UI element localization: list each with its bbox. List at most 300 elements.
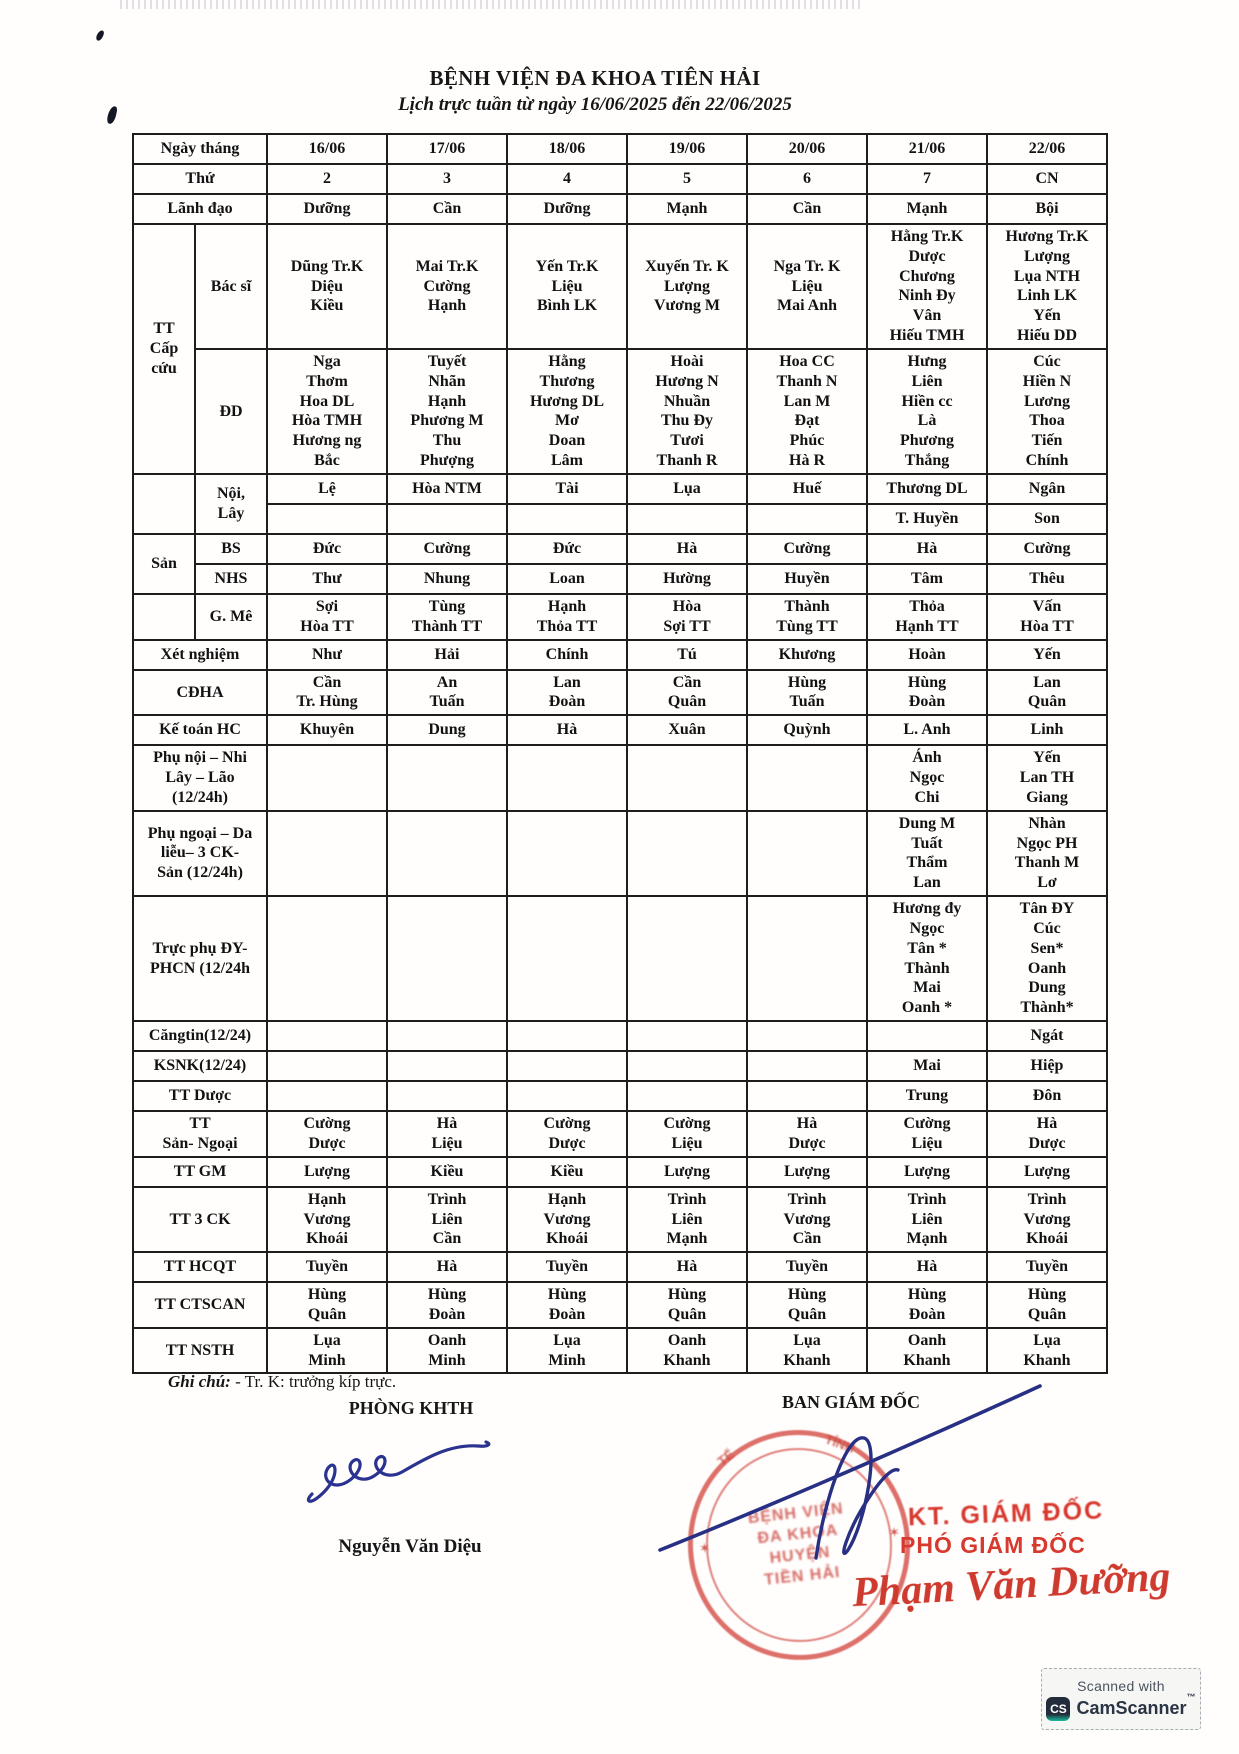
cell-line: Hiền N (1022, 372, 1072, 390)
cell-line: Lượng (663, 1162, 711, 1180)
stamped-role-line: PHÓ GIÁM ĐỐC (900, 1532, 1086, 1558)
schedule-cell (507, 474, 627, 504)
schedule-cell (387, 224, 507, 349)
cell-line: Vương M (653, 297, 720, 315)
schedule-cell (987, 1051, 1107, 1081)
cell-line: Liệu (791, 277, 823, 295)
footnote (168, 1372, 396, 1392)
cell-line: Oanh (667, 1331, 707, 1349)
table-row (133, 745, 1107, 810)
table-row (133, 1252, 1107, 1282)
cell-line: Cường (423, 540, 471, 558)
schedule-cell (627, 534, 747, 564)
cell-line: Hòa NTM (412, 480, 482, 498)
table-row (133, 1157, 1107, 1187)
schedule-cell (267, 1328, 387, 1374)
schedule-cell (267, 474, 387, 504)
schedule-cell (747, 1081, 867, 1111)
cell-line: Lụa NTH (1013, 267, 1081, 285)
cell-line: Hải (434, 645, 460, 663)
cell-line: Hoàn (908, 645, 946, 663)
scan-artifact (95, 29, 105, 41)
cell-line: Bình LK (536, 297, 598, 315)
table-row (133, 1111, 1107, 1157)
schedule-cell (387, 1051, 507, 1081)
schedule-cell (747, 1051, 867, 1081)
schedule-cell (987, 194, 1107, 224)
cell-line: Cường (543, 1115, 591, 1133)
cell-line: Yến (1033, 749, 1061, 767)
row-label-cell (133, 1021, 267, 1051)
schedule-cell (267, 896, 387, 1021)
schedule-cell (627, 811, 747, 896)
cell-line: Kế toán HC (159, 721, 241, 739)
cell-line: Thành (904, 959, 950, 977)
cell-line: Cường (903, 1115, 951, 1133)
cell-line: Hùng (1027, 1286, 1067, 1304)
schedule-cell (507, 164, 627, 194)
cell-line: Hùng (907, 673, 947, 691)
schedule-cell (747, 670, 867, 716)
table-row (133, 504, 1107, 534)
schedule-cell (747, 504, 867, 534)
row-label-cell (133, 1252, 267, 1282)
schedule-cell (627, 1111, 747, 1157)
cell-line: Lụa (673, 480, 701, 498)
cell-line: Thanh M (1014, 854, 1080, 872)
schedule-cell (867, 1021, 987, 1051)
cell-line: (12/24h) (172, 788, 228, 806)
schedule-cell (987, 564, 1107, 594)
schedule-cell (507, 670, 627, 716)
cell-line: Hòa TT (300, 617, 354, 635)
cell-line: Hằng Tr.K (890, 228, 964, 245)
schedule-cell (747, 194, 867, 224)
cell-line: Hà (436, 1115, 458, 1133)
cell-line: Đức (552, 540, 582, 558)
cell-line: Ninh Đy (898, 287, 956, 305)
cell-line: Hòa (672, 597, 702, 615)
cell-line: Tuyền (785, 1258, 829, 1276)
cell-line: Mai (913, 1057, 941, 1075)
cell-line: Lượng (663, 277, 711, 295)
cell-line: TT NSTH (165, 1341, 235, 1359)
cell-line: Khoái (306, 1230, 348, 1248)
cell-line: Nhàn (1028, 814, 1066, 832)
schedule-cell (507, 896, 627, 1021)
cell-line: Quân (667, 693, 707, 711)
schedule-cell (867, 670, 987, 716)
schedule-cell (867, 1187, 987, 1252)
schedule-cell (507, 811, 627, 896)
schedule-cell (627, 594, 747, 640)
schedule-cell (747, 474, 867, 504)
cell-line: Tân * (907, 939, 947, 957)
schedule-cell (387, 1081, 507, 1111)
schedule-cell (387, 1252, 507, 1282)
cell-line: Vân (912, 307, 942, 325)
cell-line: Dược (908, 247, 946, 265)
cell-line: Quỳnh (783, 721, 831, 739)
cell-line: Lơ (1037, 874, 1057, 892)
schedule-cell (987, 504, 1107, 534)
cell-line: Liệu (551, 277, 583, 295)
schedule-cell (267, 1252, 387, 1282)
schedule-cell (867, 224, 987, 349)
cell-line: Nhuần (663, 392, 711, 410)
row-label-cell (133, 1111, 267, 1157)
cell-line: NHS (214, 570, 248, 588)
cell-line: Lụa (553, 1331, 581, 1349)
schedule-cell (867, 164, 987, 194)
schedule-cell (627, 670, 747, 716)
schedule-cell (867, 1051, 987, 1081)
cell-line: Lệ (318, 480, 336, 498)
schedule-cell (627, 349, 747, 474)
cell-line: Đoàn (908, 693, 946, 711)
schedule-cell (507, 1021, 627, 1051)
cell-line: Thành* (1020, 999, 1074, 1017)
cell-line: Tuất (911, 834, 943, 852)
cell-line: Tiến (1031, 432, 1063, 450)
cell-line: Ngọc (909, 769, 945, 787)
row-label-cell (133, 1051, 267, 1081)
cell-line: CN (1035, 170, 1059, 188)
cell-line: Lan M (783, 392, 831, 410)
schedule-cell (627, 134, 747, 164)
schedule-cell (867, 564, 987, 594)
cell-line: Liệu (911, 1134, 943, 1152)
schedule-cell (507, 1081, 627, 1111)
duty-schedule-table (132, 133, 1108, 1374)
cell-line: Dung (428, 721, 466, 739)
cell-line: 2 (323, 170, 331, 188)
schedule-cell (507, 1328, 627, 1374)
schedule-cell (867, 1081, 987, 1111)
schedule-cell (867, 474, 987, 504)
cell-line: Nhung (423, 570, 471, 588)
schedule-cell (867, 194, 987, 224)
schedule-cell (747, 1328, 867, 1374)
cell-line: Thành (784, 597, 830, 615)
schedule-cell (507, 640, 627, 670)
scanner-badge-text: Scanned with (1077, 1677, 1165, 1694)
cell-line: Dược (788, 1134, 826, 1152)
schedule-cell (987, 1328, 1107, 1374)
cell-line: 22/06 (1028, 140, 1066, 158)
schedule-cell (987, 896, 1107, 1021)
schedule-cell (747, 534, 867, 564)
cell-line: Phương M (410, 412, 484, 430)
schedule-cell (987, 1157, 1107, 1187)
cell-line: Tuyết (427, 352, 467, 370)
schedule-cell (627, 1081, 747, 1111)
cell-line: Hiếu DD (1017, 327, 1077, 345)
cell-line: Mạnh (666, 200, 708, 218)
cell-line: Thành TT (411, 617, 483, 635)
stamp-line: HUYỆN (768, 1543, 832, 1567)
cell-line: 17/06 (428, 140, 466, 158)
cell-line: Quân (307, 1305, 347, 1323)
cell-line: Thỏa (909, 597, 945, 615)
row-label-cell (133, 1081, 267, 1111)
cell-line: Ngọc PH (1016, 834, 1078, 852)
cell-line: Hương đy (892, 900, 962, 918)
row-label-cell (133, 670, 267, 716)
table-row (133, 1051, 1107, 1081)
schedule-cell (267, 811, 387, 896)
schedule-cell (867, 1282, 987, 1328)
cell-line: Dược (548, 1134, 586, 1152)
schedule-cell (627, 1021, 747, 1051)
cell-line: Hà (796, 1115, 818, 1133)
cell-line: Thêu (1029, 570, 1065, 588)
schedule-cell (867, 534, 987, 564)
schedule-cell (387, 349, 507, 474)
cell-line: Lan TH (1019, 769, 1075, 787)
cell-line: Vương (783, 1210, 831, 1228)
cell-line: Lãnh đạo (167, 200, 233, 218)
schedule-cell (627, 1187, 747, 1252)
schedule-cell (267, 1051, 387, 1081)
schedule-cell (387, 811, 507, 896)
schedule-cell (747, 134, 867, 164)
stamp-star-icon: ✶ (698, 1541, 712, 1558)
right-signature-title: BAN GIÁM ĐỐC (782, 1392, 920, 1412)
cell-line: TT HCQT (163, 1258, 237, 1276)
cell-line: Khương (778, 645, 836, 663)
cell-line: Bắc (314, 452, 340, 470)
row-label-cell (133, 1328, 267, 1374)
stamp-ring-word: TẾ (714, 1446, 737, 1469)
cell-line: Yến Tr.K (535, 257, 599, 275)
table-row (133, 349, 1107, 474)
schedule-cell (387, 896, 507, 1021)
schedule-cell (747, 164, 867, 194)
cell-line: Minh (548, 1351, 586, 1369)
cell-line: Hoa CC (779, 352, 835, 370)
schedule-cell (987, 534, 1107, 564)
schedule-cell (387, 534, 507, 564)
schedule-cell (867, 745, 987, 810)
cell-line: Huế (792, 480, 822, 498)
cell-line: Oanh (427, 1331, 467, 1349)
schedule-cell (867, 1328, 987, 1374)
schedule-cell (987, 474, 1107, 504)
schedule-cell (507, 224, 627, 349)
schedule-cell (507, 594, 627, 640)
cell-line: Trình (907, 1190, 947, 1208)
scanner-brand-name: CamScanner™ (1076, 1692, 1196, 1718)
cell-line: Dũng Tr.K (290, 257, 364, 275)
cell-line: Minh (308, 1351, 346, 1369)
cell-line: T. Huyền (895, 510, 959, 528)
table-row (133, 194, 1107, 224)
schedule-cell (627, 1282, 747, 1328)
cell-line: Hùng (667, 1286, 707, 1304)
cell-line: Hạnh (427, 392, 467, 410)
schedule-cell (867, 504, 987, 534)
cell-line: Cường (303, 1115, 351, 1133)
cell-line: TT (189, 1115, 211, 1133)
cell-line: Yến (1033, 307, 1061, 325)
schedule-cell (627, 504, 747, 534)
cell-line: Lây (217, 504, 245, 522)
schedule-cell (747, 640, 867, 670)
schedule-cell (987, 134, 1107, 164)
cell-line: Thu Đy (660, 412, 714, 430)
cell-line: Thanh R (656, 452, 718, 470)
schedule-cell (387, 640, 507, 670)
schedule-cell (627, 1051, 747, 1081)
footnote-prefix: Ghi chú: (168, 1372, 231, 1391)
schedule-cell (627, 1157, 747, 1187)
cell-line: Đôn (1032, 1087, 1062, 1105)
cell-line: Trình (787, 1190, 827, 1208)
cell-line: Hoài (670, 352, 704, 370)
row-label-cell (133, 1282, 267, 1328)
cell-line: Quân (1027, 693, 1067, 711)
cell-line: Tươi (670, 432, 704, 450)
schedule-cell (867, 640, 987, 670)
cell-line: Oanh * (901, 999, 953, 1017)
cell-line: Giang (1026, 788, 1068, 806)
row-label-cell (133, 745, 267, 810)
schedule-cell (987, 349, 1107, 474)
schedule-cell (987, 745, 1107, 810)
cell-line: Lượng (903, 1162, 951, 1180)
row-label-cell (195, 564, 267, 594)
cell-line: Dung M (898, 814, 956, 832)
schedule-cell (507, 745, 627, 810)
schedule-cell (267, 134, 387, 164)
cell-line: Cần (432, 1230, 462, 1248)
cell-line: Cấp (149, 340, 179, 358)
cell-line: Hùng (547, 1286, 587, 1304)
schedule-cell (867, 1111, 987, 1157)
cell-line: Thơm (306, 372, 348, 390)
cell-line: Hà (436, 1258, 458, 1276)
cell-line: cứu (151, 359, 177, 377)
cell-line: Hà (676, 1258, 698, 1276)
schedule-cell (747, 745, 867, 810)
schedule-cell (387, 564, 507, 594)
cell-line: Vấn (1032, 597, 1062, 615)
schedule-cell (267, 1157, 387, 1187)
schedule-cell (387, 715, 507, 745)
cell-line: Vương (303, 1210, 351, 1228)
stamp-line: BỆNH VIỆN (746, 1499, 845, 1527)
schedule-cell (387, 504, 507, 534)
schedule-cell (987, 1282, 1107, 1328)
schedule-cell (987, 1021, 1107, 1051)
row-label-cell (133, 224, 195, 474)
schedule-cell (747, 1157, 867, 1187)
schedule-cell (387, 670, 507, 716)
cell-line: Mai (913, 979, 941, 997)
cell-line: 5 (683, 170, 691, 188)
schedule-cell (747, 349, 867, 474)
table-row (133, 474, 1107, 504)
cell-line: Liên (431, 1210, 463, 1228)
cell-line: Hường (663, 570, 711, 588)
cell-line: Lâm (551, 452, 583, 470)
cell-line: Ngát (1030, 1027, 1064, 1045)
schedule-cell (627, 745, 747, 810)
cell-line: Hòa TT (1020, 617, 1074, 635)
cell-line: Như (311, 645, 343, 663)
schedule-cell (747, 715, 867, 745)
schedule-cell (387, 1021, 507, 1051)
cell-line: Mạnh (906, 200, 948, 218)
cell-line: Tâm (911, 570, 943, 588)
schedule-cell (627, 194, 747, 224)
table-row (133, 1282, 1107, 1328)
cell-line: TT GM (173, 1162, 227, 1180)
schedule-cell (747, 1187, 867, 1252)
table-row (133, 564, 1107, 594)
schedule-cell (267, 594, 387, 640)
schedule-cell (867, 349, 987, 474)
cell-line: Ngân (1028, 480, 1066, 498)
cell-line: Hiệp (1030, 1057, 1064, 1075)
cell-line: Nga Tr. K (773, 257, 841, 275)
cell-line: Tuyền (545, 1258, 589, 1276)
schedule-cell (627, 1252, 747, 1282)
cell-line: Cần (792, 1230, 822, 1248)
cell-line: Quân (787, 1305, 827, 1323)
schedule-cell (507, 1157, 627, 1187)
cell-line: Dược (1028, 1134, 1066, 1152)
cell-line: Hà (1036, 1115, 1058, 1133)
cell-line: Thương (539, 372, 595, 390)
schedule-cell (387, 745, 507, 810)
cell-line: Nhãn (428, 372, 466, 390)
cell-line: Hưng (907, 352, 947, 370)
schedule-cell (507, 534, 627, 564)
cell-line: Thắng (904, 452, 950, 470)
signature-ink-left (300, 1428, 500, 1528)
left-signer-name: Nguyễn Văn Diệu (338, 1536, 482, 1557)
cell-line: Hiếu TMH (889, 327, 965, 345)
cell-line: Son (1034, 510, 1060, 528)
cell-line: Mai Anh (776, 297, 837, 315)
schedule-cell (867, 594, 987, 640)
camscanner-logo-icon: CS (1046, 1697, 1070, 1721)
schedule-cell (627, 896, 747, 1021)
cell-line: Sợi TT (663, 617, 711, 635)
cell-line: Hòa TMH (291, 412, 363, 430)
cell-line: Đoàn (548, 1305, 586, 1323)
schedule-cell (267, 164, 387, 194)
schedule-cell (987, 811, 1107, 896)
schedule-cell (267, 745, 387, 810)
cell-line: Oanh (907, 1331, 947, 1349)
cell-line: Cường (663, 1115, 711, 1133)
cell-line: Ánh (912, 749, 942, 767)
schedule-cell (387, 194, 507, 224)
cell-line: Dược (308, 1134, 346, 1152)
table-row (133, 534, 1107, 564)
stamp-line: ĐA KHOA (756, 1521, 840, 1547)
cell-line: Bác sĩ (210, 277, 252, 295)
schedule-cell (987, 640, 1107, 670)
document-title: BỆNH VIỆN ĐA KHOA TIÊN HẢI (429, 66, 761, 90)
cell-line: Tùng (428, 597, 466, 615)
schedule-cell (267, 534, 387, 564)
schedule-cell (507, 1051, 627, 1081)
cell-line: Cường (423, 277, 471, 295)
